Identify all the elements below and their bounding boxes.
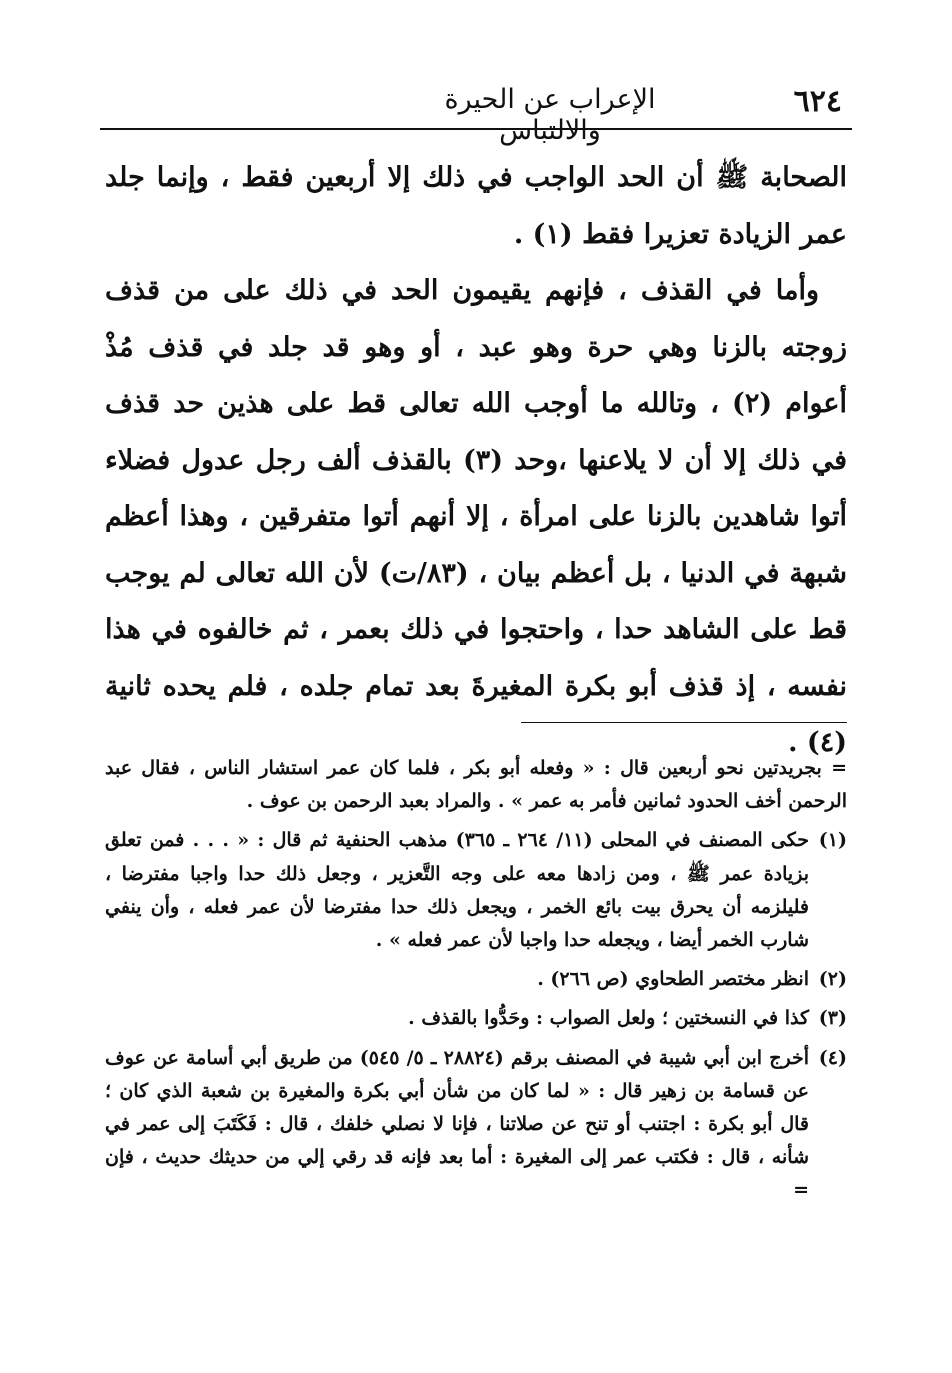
running-title: الإعراب عن الحيرة والالتباس [444,84,656,146]
footnote-text: حكى المصنف في المحلى (١١/ ٢٦٤ ـ ٣٦٥) مذهب الحنفية ثم قال : « . . . فمن تعلق بزيادة عمر ﷺ ، ومن زادها معه على وجه التَّعزير ، وجعل ذلك حدا واجبا مفترضا ، فليلزمه أن يحرق بيت بائع الخمر ، ويجعل ذلك حدا مفترضا لأن عمر فعله ، وأن ينفي شارب الخمر أيضا ، ويجعله حدا واجبا لأن عمر فعله » . [105,829,809,952]
footnote-separator [521,722,847,723]
footnote-continuation: = بجريدتين نحو أربعين قال : « وفعله أبو بكر ، فلما كان عمر استشار الناس ، فقال عبد الرحمن أخف الحدود ثمانين فأمر به عمر » . والمراد بعبد الرحمن بن عوف . [105,757,847,813]
footnote-number: (٣) [818,1007,847,1030]
page-number: ٦٢٤ [793,84,842,119]
footnote-text: انظر مختصر الطحاوي (ص ٢٦٦) . [537,968,809,991]
footnote-text: كذا في النسختين ؛ ولعل الصواب : وحَدُّوا بالقذف . [408,1007,809,1030]
footnote-text: أخرج ابن أبي شيبة في المصنف برقم (٢٨٨٢٤ ـ ٥/ ٥٤٥) من طريق أبي أسامة عن عوف عن قسامة بن زهير قال : « لما كان من شأن أبي بكرة والمغيرة بن شعبة الذي كان ؛ قال أبو بكرة : اجتنب أو تنح عن صلاتنا ، فإنا لا نصلي خلفك ، قال : فَكَتَبَ إلى عمر في شأنه ، قال : فكتب عمر إلى المغيرة : أما بعد فإنه قد رقي إلي من حديثك حديث ، فإن = [105,1046,809,1202]
paragraph: الصحابة ﷺ أن الحد الواجب في ذلك إلا أربعين فقط ، وإنما جلد عمر الزيادة تعزيرا فقط (١) . [105,162,847,250]
header-rule [100,128,852,130]
footnote [105,1002,847,1035]
footnote [105,963,847,996]
footnote-number: (٤) [818,1046,847,1069]
main-text [105,150,847,772]
footnote [105,1042,847,1208]
footnote-number: (١) [818,829,847,852]
footnotes [105,752,847,1208]
footnote [105,824,847,957]
paragraph: وأما في القذف ، فإنهم يقيمون الحد في ذلك على من قذف زوجته بالزنا وهي حرة وهو عبد ، أو وهو قد جلد في قذف مُذْ أعوام (٢) ، وتالله ما أوجب الله تعالى قط على هذين حد قذف في ذلك إلا أن لا يلاعنها ،وحد (٣) بالقذف ألف رجل عدول فضلاء أتوا شاهدين بالزنا على امرأة ، إلا أنهم أتوا متفرقين ، وهذا أعظم شبهة في الدنيا ، بل أعظم بيان ، (٨٣/ت) لأن الله تعالى لم يوجب قط على الشاهد حدا ، واحتجوا في ذلك بعمر ، ثم خالفوه في هذا نفسه ، إذ قذف أبو بكرة المغيرةَ بعد تمام جلده ، فلم يحده ثانية (٤) . [105,275,848,758]
page-header [100,70,852,146]
footnote-number: (٢) [818,968,847,991]
